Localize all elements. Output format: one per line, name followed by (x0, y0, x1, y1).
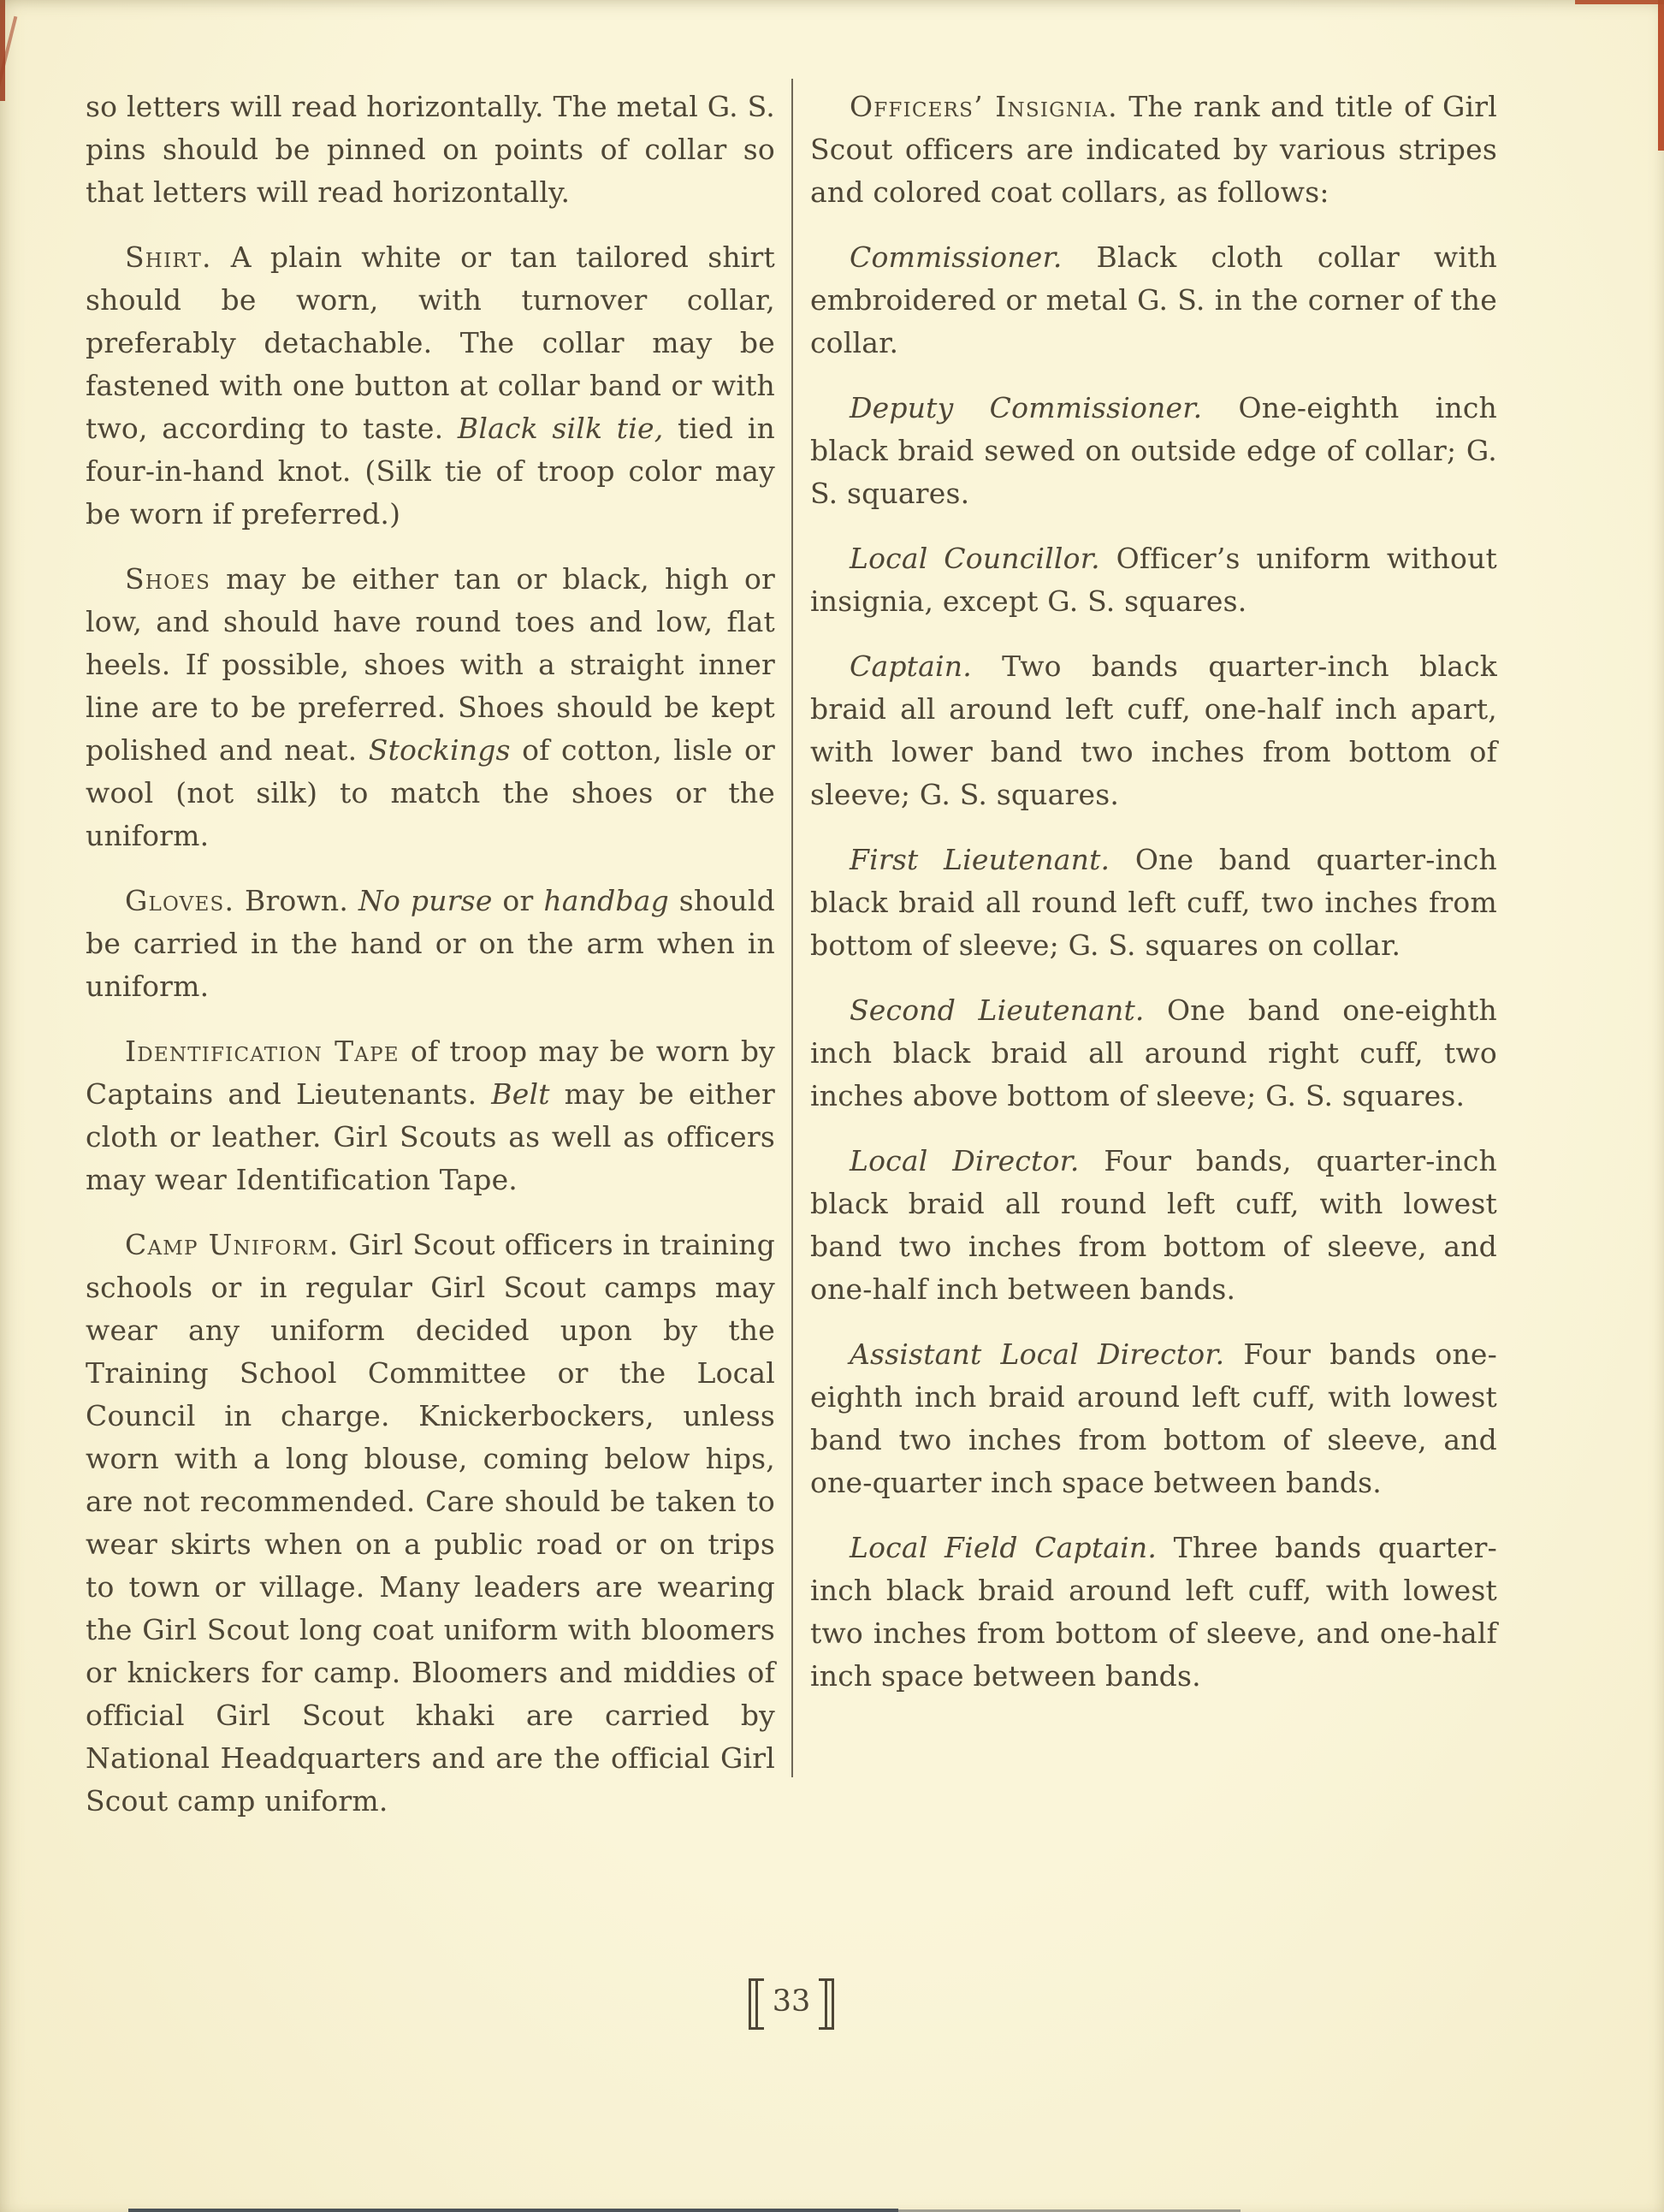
paragraph-lead-smallcaps: Officers’ Insignia. (850, 90, 1118, 123)
paragraph-text: One band one-eighth inch black braid all around right cuff, two inches above bottom of sleeve; G. S. squares. (810, 993, 1497, 1112)
paragraph-text: or (492, 884, 544, 917)
paragraph-gloves (86, 880, 775, 1008)
scan-artifact-red-bar-right-edge (1658, 0, 1664, 151)
paragraph-emphasis: Stockings (368, 733, 511, 767)
page-number-value: 33 (772, 1984, 811, 2019)
paragraph-lead-italic: Deputy Commissioner. (850, 391, 1203, 424)
paragraph-text: One band quarter-inch black braid all round left cuff, two inches from bottom of sleeve; G. S. squares on collar. (810, 843, 1497, 962)
paragraph-text: Two bands quarter-inch black braid all around left cuff, one-half inch apart, with lower band two inches from bottom of sleeve; G. S. squares. (810, 649, 1497, 811)
paragraph-text: of troop may be worn by Captains and Lieutenants. (86, 1035, 775, 1111)
paragraph-emphasis: Black silk tie, (457, 412, 664, 445)
scan-artifact-red-line-top-right (1575, 0, 1664, 4)
right-column (810, 86, 1497, 1720)
paragraph-shoes (86, 558, 775, 857)
page-number (749, 1978, 835, 2030)
paragraph-assistant-local-director (810, 1333, 1497, 1504)
column-divider-rule (791, 79, 793, 1777)
paragraph-lead-italic: Local Councillor. (850, 542, 1100, 575)
paragraph-emphasis: Belt (491, 1077, 550, 1111)
paragraph-lead-smallcaps: Shirt. (125, 240, 212, 274)
paragraph-lead-italic: Second Lieutenant. (850, 993, 1145, 1027)
paragraph-text: Girl Scout officers in training schools or in regular Girl Scout camps may wear any uniform decided upon by the Training School Committee or the Local Council in charge. Knickerbockers, unless worn with a long blouse, coming below hips, are not recommended. Care should be taken to wear skirts when on a public road or on trips to town or village. Many leaders are wearing the Girl Scout long coat uniform with bloomers or knickers for camp. Bloomers and middies of official Girl Scout khaki are carried by National Headquarters and are the official Girl Scout camp uniform. (86, 1228, 775, 1818)
paragraph-text: should be carried in the hand or on the arm when in uniform. (86, 884, 775, 1003)
paragraph-collar-pins-continued (86, 86, 775, 214)
scan-artifact-red-mark-top-left (0, 0, 5, 101)
paragraph-second-lieutenant (810, 989, 1497, 1118)
paragraph-captain (810, 645, 1497, 816)
paragraph-text: Four bands, quarter-inch black braid all round left cuff, with lowest band two inches from bottom of sleeve, and one-half inch between bands. (810, 1144, 1497, 1306)
paragraph-identification-tape (86, 1030, 775, 1201)
paragraph-first-lieutenant (810, 839, 1497, 967)
page-number-bracket-right (819, 1978, 834, 2030)
paragraph-text: tied in four-in-hand knot. (Silk tie of troop color may be worn if preferred.) (86, 412, 775, 531)
paragraph-text: Three bands quarter-inch black braid around left cuff, with lowest two inches from bottom of sleeve, and one-half inch space between bands. (810, 1531, 1497, 1693)
paragraph-text: may be either cloth or leather. Girl Scouts as well as officers may wear Identification Tape. (86, 1077, 776, 1196)
paragraph-text: Four bands one-eighth inch braid around left cuff, with lowest band two inches from bottom of sleeve, and one-quarter inch space between bands. (810, 1337, 1497, 1499)
scan-artifact-dark-bottom-edge (128, 2209, 898, 2212)
paragraph-lead-italic: Captain. (850, 649, 972, 683)
paragraph-officers-insignia (810, 86, 1497, 214)
paragraph-lead-italic: Assistant Local Director. (850, 1337, 1225, 1371)
paragraph-local-councillor (810, 537, 1497, 623)
paragraph-lead-smallcaps: Identification Tape (125, 1035, 400, 1068)
paragraph-lead-smallcaps: Shoes (125, 562, 211, 596)
left-column (86, 86, 775, 1845)
paragraph-shirt (86, 236, 775, 536)
paragraph-text: of cotton, lisle or wool (not silk) to match the shoes or the uniform. (86, 733, 775, 852)
paragraph-text: may be either tan or black, high or low, and should have round toes and low, flat heels. If possible, shoes with a straight inner line are to be preferred. Shoes should be kept polished and neat. (86, 562, 775, 767)
paragraph-lead-italic: First Lieutenant. (850, 843, 1110, 876)
paragraph-text: One-eighth inch black braid sewed on outside edge of collar; G. S. squares. (810, 391, 1498, 510)
paragraph-text: Officer’s uniform without insignia, except G. S. squares. (810, 542, 1497, 618)
paragraph-deputy-commissioner (810, 387, 1497, 515)
paragraph-lead-italic: Local Director. (850, 1144, 1080, 1177)
paragraph-emphasis: No purse (358, 884, 493, 917)
paragraph-text: The rank and title of Girl Scout officers are indicated by various stripes and colored coat collars, as follows: (810, 90, 1498, 209)
paragraph-local-director (810, 1140, 1497, 1311)
page-footer (0, 1978, 1583, 2030)
paragraph-lead-smallcaps: Camp Uniform. (125, 1228, 340, 1261)
paragraph-lead-italic: Commissioner. (850, 240, 1063, 274)
paragraph-emphasis: handbag (543, 884, 669, 917)
paragraph-lead-italic: Local Field Captain. (850, 1531, 1158, 1564)
paragraph-text: so letters will read horizontally. The metal G. S. pins should be pinned on points of collar so that letters will read horizontally. (86, 90, 775, 209)
paragraph-text: Brown. (234, 884, 358, 917)
paragraph-camp-uniform (86, 1224, 775, 1823)
paragraph-lead-smallcaps: Gloves. (125, 884, 235, 917)
paragraph-text: A plain white or tan tailored shirt should be worn, with turnover collar, preferably detachable. The collar may be fastened with one button at collar band or with two, according to taste. (86, 240, 775, 445)
paragraph-local-field-captain (810, 1527, 1497, 1698)
paragraph-text: Black cloth collar with embroidered or metal G. S. in the corner of the collar. (810, 240, 1497, 359)
paragraph-commissioner (810, 236, 1497, 365)
page-number-bracket-left (749, 1978, 764, 2030)
